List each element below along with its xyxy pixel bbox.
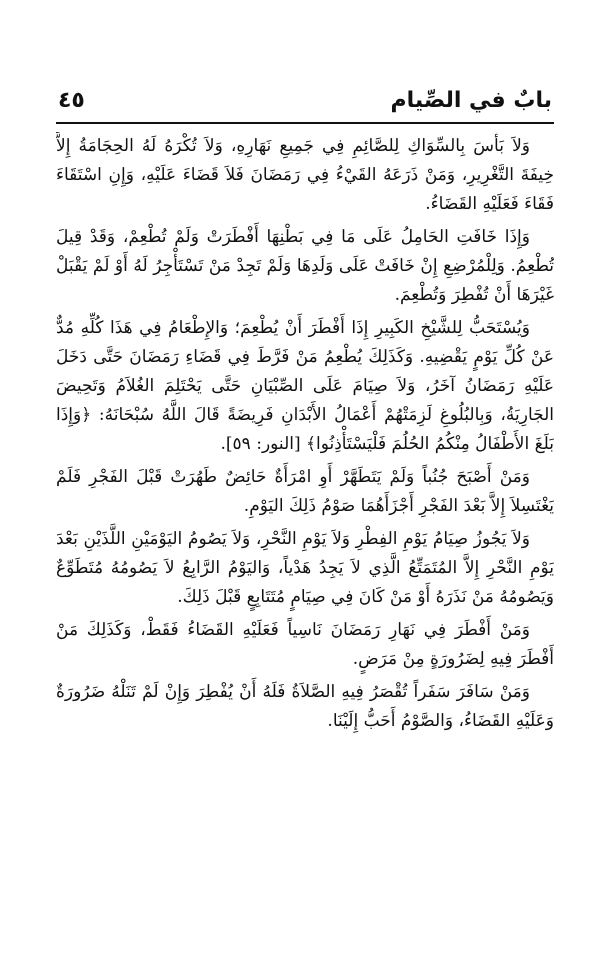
paragraph-traveler: وَمَنْ سَافَرَ سَفَراً تُقْصَرُ فِيهِ الصَّلاَةُ فَلَهُ أَنْ يُفْطِرَ وَإِنْ لَمْ تَنَلْهُ ضَرُورَةٌ وَعَلَيْهِ القَضَاءُ، وَالصَّوْمُ أَحَبُّ إِلَيْنَا. (56, 682, 554, 731)
body-text (56, 132, 554, 934)
chapter-title: بابٌ في الصِّيام (390, 88, 552, 113)
paragraph-siwak: وَلاَ بَأْسَ بِالسِّوَاكِ لِلصَّائِمِ فِي جَمِيعِ نَهَارِهِ، وَلاَ تُكْرَهُ لَهُ الحِجَامَةُ إِلاَّ خِيفَةَ التَّغْرِيرِ، وَمَنْ ذَرَعَهُ القَيْءُ فِي رَمَضَانَ فَلاَ قَضَاءَ عَلَيْهِ، وَإِنِ اسْتَقَاءَ فَقَاءَ فَعَلَيْهِ القَضَاءُ. (56, 136, 554, 214)
paragraph-pregnant-nursing: وَإِذَا خَافَتِ الحَامِلُ عَلَى مَا فِي بَطْنِهَا أَفْطَرَتْ وَلَمْ تُطْعِمْ، وَقَدْ قِيلَ تُطْعِمُ. وَلِلْمُرْضِعِ إِنْ خَافَتْ عَلَى وَلَدِهَا وَلَمْ تَجِدْ مَنْ تَسْتَأْجِرُ لَهُ أَوْ لَمْ يَقْبَلْ غَيْرَهَا أَنْ تُفْطِرَ وَتُطْعِمَ. (56, 227, 554, 305)
header-rule (56, 122, 554, 124)
paragraph-junub: وَمَنْ أَصْبَحَ جُنُباً وَلَمْ يَتَطَهَّرْ أَوِ امْرَأَةٌ حَائِضٌ طَهُرَتْ قَبْلَ الفَجْرِ فَلَمْ يَغْتَسِلاَ إِلاَّ بَعْدَ الفَجْرِ أَجْزَأَهُمَا صَوْمُ ذَلِكَ اليَوْمِ. (56, 467, 554, 516)
paragraph-elderly-children: وَيُسْتَحَبُّ لِلشَّيْخِ الكَبِيرِ إِذَا أَفْطَرَ أَنْ يُطْعِمَ؛ وَالإِطْعَامُ فِي هَذَا كُلِّهِ مُدٌّ عَنْ كُلِّ يَوْمٍ يَقْضِيهِ. وَكَذَلِكَ يُطْعِمُ مَنْ فَرَّطَ فِي قَضَاءِ رَمَضَانَ حَتَّى دَخَلَ عَلَيْهِ رَمَضَانُ آخَرُ، وَلاَ صِيَامَ عَلَى الصِّبْيَانِ حَتَّى يَحْتَلِمَ الغُلاَمُ وَتَحِيضَ الجَارِيَةُ، وَبِالبُلُوغِ لَزِمَتْهُمْ أَعْمَالُ الأَبْدَانِ فَرِيضَةً قَالَ اللَّهُ سُبْحَانَهُ: ﴿وَإِذَا بَلَغَ الأَطْفَالُ مِنْكُمُ الحُلُمَ فَلْيَسْتَأْذِنُوا﴾ [النور: ٥٩]. (56, 318, 554, 454)
page-number: ٤٥ (58, 88, 85, 113)
page-header (58, 86, 552, 120)
paragraph-forgetful: وَمَنْ أَفْطَرَ فِي نَهَارِ رَمَضَانَ نَاسِياً فَعَلَيْهِ القَضَاءُ فَقَطْ، وَكَذَلِكَ مَنْ أَفْطَرَ فِيهِ لِضَرُورَةٍ مِنْ مَرَضٍ. (56, 620, 554, 669)
paragraph-forbidden-days: وَلاَ يَجُوزُ صِيَامُ يَوْمِ الفِطْرِ وَلاَ يَوْمِ النَّحْرِ، وَلاَ يَصُومُ اليَوْمَيْنِ اللَّذَيْنِ بَعْدَ يَوْمِ النَّحْرِ إِلاَّ المُتَمَتِّعُ الَّذِي لاَ يَجِدُ هَدْياً، وَاليَوْمُ الرَّابِعُ لاَ يَصُومُهُ مُتَطَوِّعٌ وَيَصُومُهُ مَنْ نَذَرَهُ أَوْ مَنْ كَانَ فِي صِيَامٍ مُتَتَابِعٍ قَبْلَ ذَلِكَ. (56, 529, 554, 607)
